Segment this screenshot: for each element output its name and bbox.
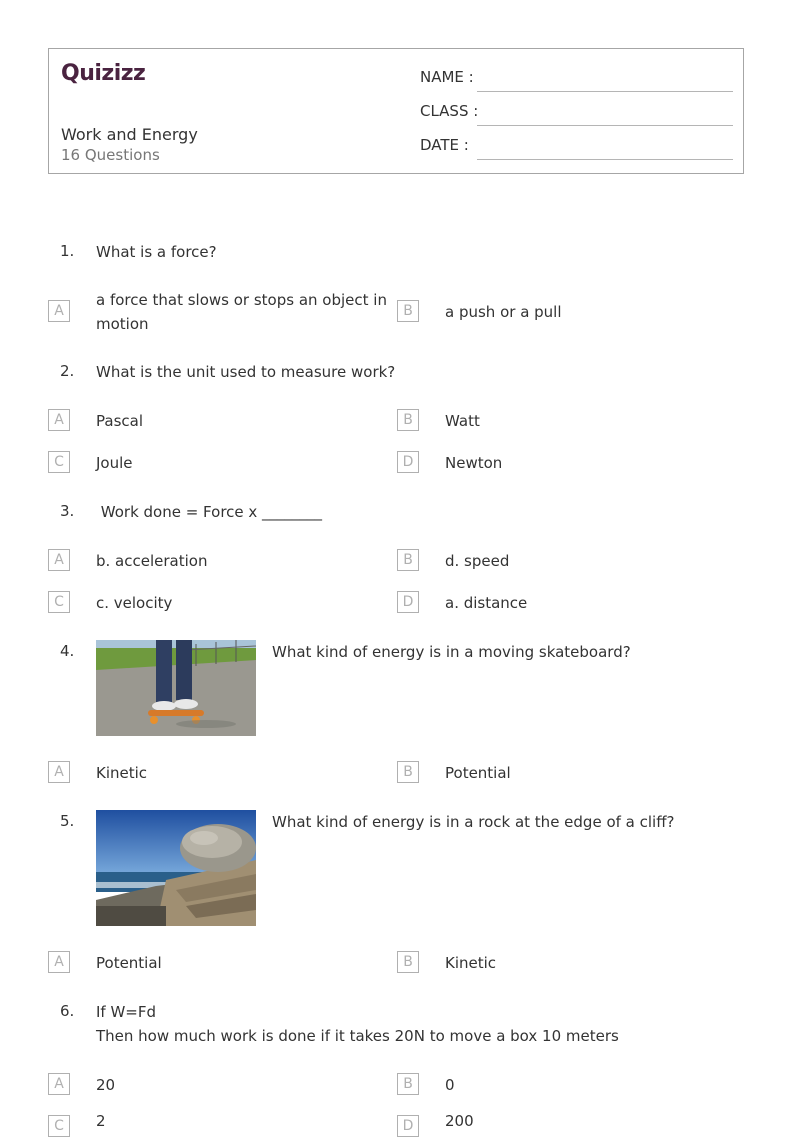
option-letter-box[interactable]: B xyxy=(397,549,419,571)
option-text: d. speed xyxy=(445,552,510,570)
question-text: What kind of energy is in a rock at the edge of a cliff? xyxy=(272,813,675,831)
name-line[interactable] xyxy=(477,91,733,92)
option-letter-box[interactable]: A xyxy=(48,409,70,431)
option-letter-box[interactable]: C xyxy=(48,451,70,473)
question-text: Work done = Force x ________ xyxy=(96,503,323,521)
date-label: DATE : xyxy=(420,136,469,154)
option-text: 200 xyxy=(445,1112,474,1130)
question-text-line1: If W=Fd xyxy=(96,1003,157,1021)
cliff-rock-photo xyxy=(96,810,256,926)
option-text: b. acceleration xyxy=(96,552,208,570)
question-text: What kind of energy is in a moving skateboard? xyxy=(272,643,631,661)
question-text: What is a force? xyxy=(96,243,217,261)
option-letter-box[interactable]: B xyxy=(397,300,419,322)
option-letter-box[interactable]: C xyxy=(48,591,70,613)
option-text: a force that slows or stops an object in motion xyxy=(96,291,387,333)
class-label: CLASS : xyxy=(420,102,479,120)
question-number: 1. xyxy=(60,242,75,260)
question-number: 3. xyxy=(60,502,75,520)
name-label: NAME : xyxy=(420,68,474,86)
option-letter-box[interactable]: A xyxy=(48,549,70,571)
option-text: c. velocity xyxy=(96,594,173,612)
question-text: What is the unit used to measure work? xyxy=(96,363,396,381)
class-line[interactable] xyxy=(477,125,733,126)
svg-text:Quizizz: Quizizz xyxy=(61,61,146,86)
option-letter-box[interactable]: B xyxy=(397,951,419,973)
question-count: 16 Questions xyxy=(61,146,160,164)
worksheet-header xyxy=(48,48,744,174)
option-text: Potential xyxy=(445,764,511,782)
option-letter-box[interactable]: A xyxy=(48,951,70,973)
option-letter-box[interactable]: A xyxy=(48,761,70,783)
option-letter-box[interactable]: D xyxy=(397,1115,419,1137)
option-letter-box[interactable]: C xyxy=(48,1115,70,1137)
option-text: Kinetic xyxy=(96,764,148,782)
option-text: Potential xyxy=(96,954,162,972)
skateboard-photo xyxy=(96,640,256,736)
option-letter-box[interactable]: D xyxy=(397,451,419,473)
date-line[interactable] xyxy=(477,159,733,160)
option-letter-box[interactable]: B xyxy=(397,1073,419,1095)
option-letter-box[interactable]: B xyxy=(397,409,419,431)
option-text: a push or a pull xyxy=(445,303,562,321)
quizizz-logo xyxy=(61,59,153,91)
question-number: 2. xyxy=(60,362,75,380)
option-letter-box[interactable]: B xyxy=(397,761,419,783)
option-text: Pascal xyxy=(96,412,143,430)
question-number: 4. xyxy=(60,642,75,660)
worksheet-title: Work and Energy xyxy=(61,125,198,144)
option-text: Joule xyxy=(96,454,133,472)
option-text: Watt xyxy=(445,412,480,430)
question-number: 5. xyxy=(60,812,75,830)
option-letter-box[interactable]: D xyxy=(397,591,419,613)
option-text: a. distance xyxy=(445,594,528,612)
option-text: Kinetic xyxy=(445,954,497,972)
option-letter-box[interactable]: A xyxy=(48,300,70,322)
option-text: Newton xyxy=(445,454,503,472)
option-letter-box[interactable]: A xyxy=(48,1073,70,1095)
question-number: 6. xyxy=(60,1002,75,1020)
option-text: 20 xyxy=(96,1076,116,1094)
option-text: 2 xyxy=(96,1112,106,1130)
question-text-line2: Then how much work is done if it takes 20N to move a box 10 meters xyxy=(96,1027,619,1045)
option-text: 0 xyxy=(445,1076,455,1094)
